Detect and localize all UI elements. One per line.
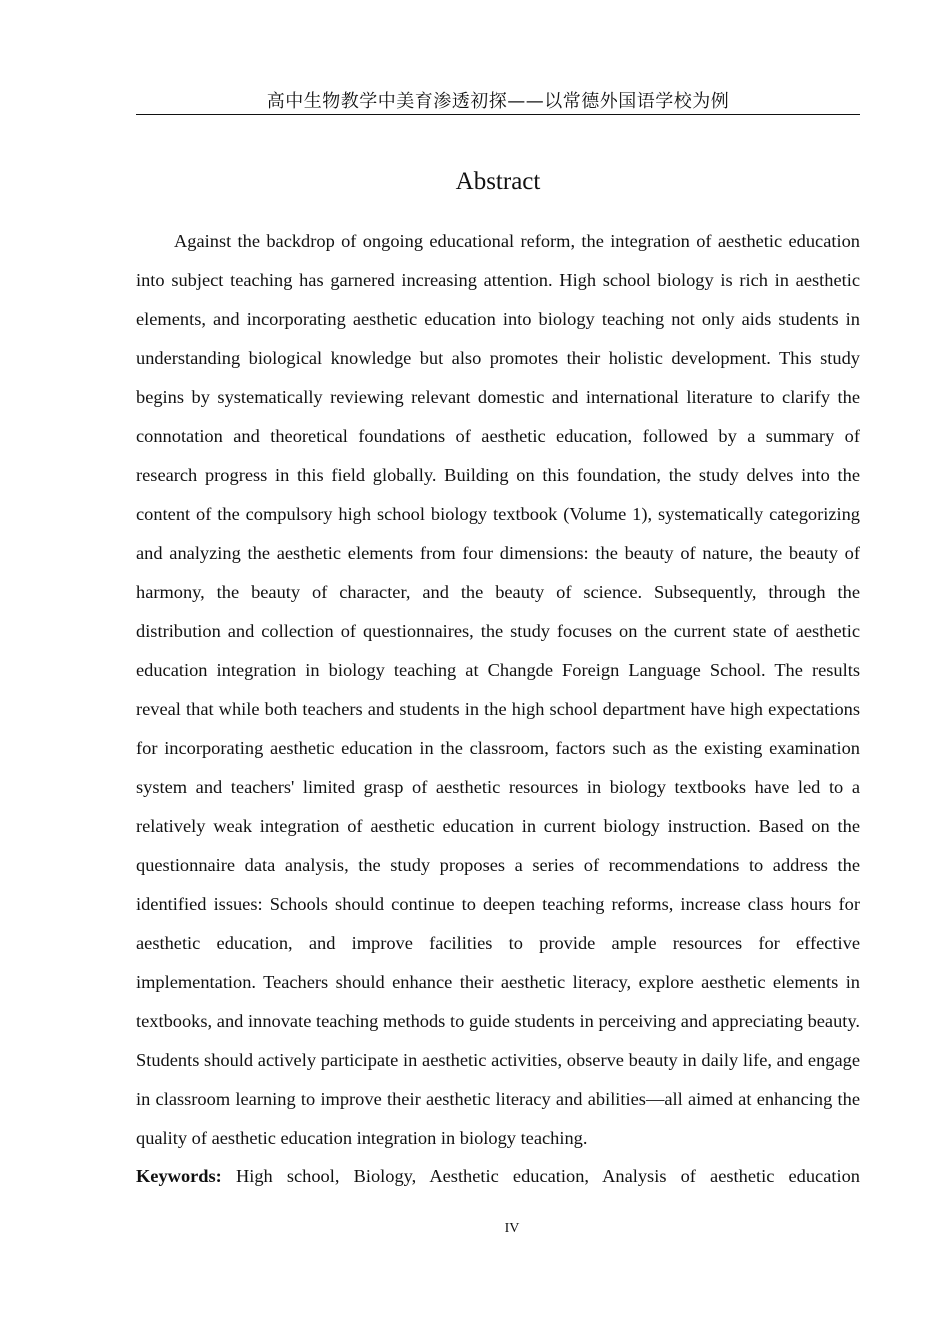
header-rule: [136, 114, 860, 115]
abstract-paragraph: Against the backdrop of ongoing educational reform, the integration of aesthetic education into subject teaching has garnered increasing attention. High school biology is rich in aesthetic elements, and incorporating aesthetic education into biology teaching not only aids students in understanding biological knowledge but also promotes their holistic development. This study begins by systematically reviewing relevant domestic and international literature to clarify the connotation and theoretical foundations of aesthetic education, followed by a summary of research progress in this field globally. Building on this foundation, the study delves into the content of the compulsory high school biology textbook (Volume 1), systematically categorizing and analyzing the aesthetic elements from four dimensions: the beauty of nature, the beauty of harmony, the beauty of character, and the beauty of science. Subsequently, through the distribution and collection of questionnaires, the study focuses on the current state of aesthetic education integration in biology teaching at Changde Foreign Language School. The results reveal that while both teachers and students in the high school department have high expectations for incorporating aesthetic education in the classroom, factors such as the existing examination system and teachers' limited grasp of aesthetic resources in biology textbooks have led to a relatively weak integration of aesthetic education in current biology instruction. Based on the questionnaire data analysis, the study proposes a series of recommendations to address the identified issues: Schools should continue to deepen teaching reforms, increase class hours for aesthetic education, and improve facilities to provide ample resources for effective implementation. Teachers should enhance their aesthetic literacy, explore aesthetic elements in textbooks, and innovate teaching methods to guide students in perceiving and appreciating beauty. Students should actively participate in aesthetic activities, observe beauty in daily life, and engage in classroom learning to improve their aesthetic literacy and abilities—all aimed at enhancing the quality of aesthetic education integration in biology teaching.: [136, 231, 860, 1148]
page-number: IV: [504, 1221, 520, 1236]
keywords-label: Keywords:: [136, 1166, 222, 1186]
keywords-text: High school, Biology, Aesthetic education, Analysis of aesthetic education: [235, 1166, 860, 1186]
keywords-line: [136, 1161, 860, 1191]
running-header: 高中生物教学中美育渗透初探——以常德外国语学校为例: [266, 91, 730, 112]
section-title: Abstract: [455, 168, 541, 195]
